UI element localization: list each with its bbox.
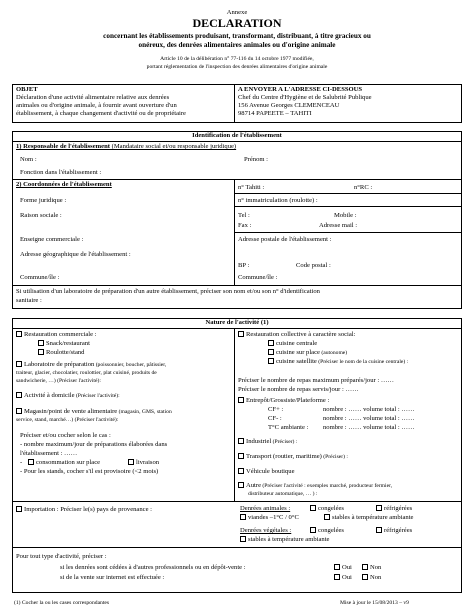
divider xyxy=(12,179,462,180)
checkbox[interactable] xyxy=(238,468,244,474)
reference-line-1: Article 10 de la délibération n° 77-116 du 14 octobre 1977 modifiée, xyxy=(160,56,314,62)
divider xyxy=(12,328,462,329)
raison-sociale-field[interactable]: Raison sociale : xyxy=(20,212,62,219)
cf-plus-label: CF+ : xyxy=(268,406,284,413)
cf-plus-values: nombre : …… volume total : …… xyxy=(323,406,415,413)
laboratory-question: Si utilisation d'un laboratoire de préparation d'un autre établissement, préciser son nom et/ou son n° d'identification xyxy=(16,288,320,295)
checkbox[interactable] xyxy=(38,340,44,346)
restauration-collective-option[interactable]: Restauration collective à caractère social: xyxy=(238,331,355,339)
footer-version: Mise à jour le 15/08/2013 – v9 xyxy=(340,600,409,606)
checkbox[interactable] xyxy=(128,459,134,465)
commune-left-field[interactable]: Commune/île : xyxy=(20,274,60,281)
cocher-instruction: Préciser et/ou cocher selon le cas : xyxy=(20,432,111,439)
fonction-field[interactable]: Fonction dans l'établissement : xyxy=(20,169,102,176)
magasin-option[interactable]: Magasin/point de vente alimentaire (magasin, GMS, station xyxy=(16,408,172,416)
cuisine-centrale-option[interactable]: cuisine centrale xyxy=(268,340,317,348)
divider xyxy=(234,206,462,207)
adresse-geo-field[interactable]: Adresse géographique de l'établissement : xyxy=(20,251,131,258)
entrepot-option[interactable]: Entrepôt/Grossiste/Plateforme : xyxy=(238,397,329,405)
livraison-option[interactable]: livraison xyxy=(128,459,159,467)
prenom-field[interactable]: Prénom : xyxy=(244,156,268,163)
divider xyxy=(234,232,462,233)
checkbox[interactable] xyxy=(238,453,244,459)
checkbox[interactable] xyxy=(268,340,274,346)
tel-field[interactable]: Tel : xyxy=(238,212,250,219)
checkbox[interactable] xyxy=(238,482,244,488)
divider xyxy=(12,547,462,548)
checkbox[interactable] xyxy=(362,564,368,570)
mobile-field[interactable]: Mobile : xyxy=(334,212,357,219)
checkbox[interactable] xyxy=(238,438,244,444)
stables-veg-option[interactable]: stables à température ambiante xyxy=(240,536,329,544)
activity-divider xyxy=(234,328,235,501)
checkbox[interactable] xyxy=(334,574,340,580)
address-line: Chef du Centre d'Hygiène et de Salubrité Publique xyxy=(238,94,372,101)
forme-juridique-field[interactable]: Forme juridique : xyxy=(20,197,67,204)
address-label: A ENVOYER A L'ADRESSE CI-DESSOUS xyxy=(238,86,363,93)
checkbox[interactable] xyxy=(376,505,382,511)
tahiti-number-field[interactable]: n° Tahiti : xyxy=(238,184,265,191)
magasin-detail: service, stand, marché…) (Préciser l'activité): xyxy=(16,417,119,423)
checkbox[interactable] xyxy=(362,574,368,580)
checkbox[interactable] xyxy=(240,536,246,542)
fax-field[interactable]: Fax : xyxy=(238,222,252,229)
checkbox[interactable] xyxy=(334,564,340,570)
checkbox[interactable] xyxy=(16,506,22,512)
internet-oui[interactable]: Oui xyxy=(334,574,352,582)
subtitle-line-1: concernant les établissements produisant, transformant, distribuant, à titre gracieux ou xyxy=(103,32,371,40)
congelees-option[interactable]: congelées xyxy=(310,505,344,513)
stables-option[interactable]: stables à température ambiante xyxy=(324,514,413,522)
responsible-title: 1) Responsable de l'établissement xyxy=(16,143,110,150)
rc-number-field[interactable]: n°RC : xyxy=(354,184,373,191)
industriel-option[interactable]: Industriel (Préciser) : xyxy=(238,438,297,446)
checkbox[interactable] xyxy=(238,331,244,337)
snack-option[interactable]: Snack/restaurant xyxy=(38,340,90,348)
page-title: DECLARATION xyxy=(192,16,282,30)
reference-line-2: portant réglementation de l'inspection des denrées alimentaires d'origine animale xyxy=(146,64,328,70)
checkbox[interactable] xyxy=(38,349,44,355)
cf-minus-label: CF- : xyxy=(268,415,282,422)
nombre-preparations-cont: l'établissement : …… xyxy=(20,450,78,457)
cuisine-satellite-option[interactable]: cuisine satellite (Préciser le nom de la cuisine centrale) : xyxy=(268,358,408,366)
checkbox[interactable] xyxy=(324,514,330,520)
responsible-section-title xyxy=(16,143,236,151)
vehicule-option[interactable]: Véhicule boutique xyxy=(238,468,295,476)
annex-label: Annexe xyxy=(226,9,248,16)
internet-non[interactable]: Non xyxy=(362,574,381,582)
consommation-label: - xyxy=(20,459,23,466)
adresse-postale-field[interactable]: Adresse postale de l'établissement : xyxy=(238,236,332,243)
cf-minus-values: nombre : …… volume total : …… xyxy=(323,415,415,422)
laboratory-question-cont: sanitaire : xyxy=(16,297,42,304)
autre-option[interactable]: Autre (Préciser l'activité : exemples marché, producteur fermier, xyxy=(238,482,392,490)
activity-heading: Nature de l'activité (1) xyxy=(205,319,269,326)
email-field[interactable]: Adresse mail : xyxy=(319,222,358,229)
identification-heading: Identification de l'établissement xyxy=(192,132,282,139)
checkbox[interactable] xyxy=(238,397,244,403)
divider xyxy=(234,193,462,194)
temp-ambiante-values: nombre : …… volume total : …… xyxy=(323,424,415,431)
footer-note: (1) Cocher la ou les cases correspondantes xyxy=(14,600,110,606)
cuisine-sur-place-option[interactable]: cuisine sur place (autonome) xyxy=(268,349,347,357)
transport-option[interactable]: Transport (routier, maritime) (Préciser) : xyxy=(238,453,348,461)
question-internet: si de la vente sur internet est effectuée : xyxy=(60,574,165,581)
commune-right-field[interactable]: Commune/île : xyxy=(238,274,278,281)
checkbox[interactable] xyxy=(268,358,274,364)
domicile-option[interactable]: Activité à domicile (Préciser l'activité): xyxy=(16,392,120,400)
checkbox[interactable] xyxy=(240,514,246,520)
laboratoire-detail: traiteur, glacier, chocolatier, roulottier, plat cuisiné, produits de xyxy=(16,370,157,376)
refrigerees-veg-option[interactable]: réfrigérées xyxy=(376,527,412,535)
denrees-vegetales-label: Denrées végétales : xyxy=(240,527,292,534)
checkbox[interactable] xyxy=(376,527,382,533)
divider xyxy=(12,285,462,286)
checkbox[interactable] xyxy=(268,349,274,355)
repas-servis: Préciser le nombre de repas servis/jour : …… xyxy=(238,386,359,393)
nom-field[interactable]: Nom : xyxy=(20,156,37,163)
consommation-option[interactable]: consommation sur place xyxy=(28,459,100,467)
depot-vente-oui[interactable]: Oui xyxy=(334,564,352,572)
objet-line: Déclaration d'une activité alimentaire relative aux denrées xyxy=(16,94,170,101)
objet-label: OBJET xyxy=(16,86,38,93)
refrigerees-option[interactable]: réfrigérées xyxy=(376,505,412,513)
checkbox[interactable] xyxy=(310,527,316,533)
divider xyxy=(12,141,462,142)
coordinates-title: 2) Coordonnées de l'établissement xyxy=(16,181,112,188)
checkbox[interactable] xyxy=(16,331,22,337)
identification-box xyxy=(12,131,462,309)
objet-line: animales ou d'origine animale, à fournir avant ouverture d'un xyxy=(16,102,177,109)
address-line: 98714 PAPEETE – TAHITI xyxy=(238,110,312,117)
depot-vente-non[interactable]: Non xyxy=(362,564,381,572)
divider xyxy=(12,501,462,502)
congelees-veg-option[interactable]: congelées xyxy=(310,527,344,535)
objet-divider xyxy=(234,84,235,123)
denrees-animales-label: Denrées animales : xyxy=(240,505,291,512)
temp-ambiante-label: T°C ambiante : xyxy=(268,424,309,431)
bp-field[interactable]: BP : xyxy=(238,262,250,269)
nombre-preparations: - nombre maximum/jour de préparations élaborées dans xyxy=(20,441,168,448)
objet-line: établissement, à chaque changement d'activité ou de propriétaire xyxy=(16,110,186,117)
responsible-note: (Mandataire social et/ou responsable juridique) xyxy=(109,143,237,150)
immatriculation-field[interactable]: n° immatriculation (roulotte) : xyxy=(238,197,318,204)
code-postal-field[interactable]: Code postal : xyxy=(296,262,331,269)
enseigne-field[interactable]: Enseigne commerciale : xyxy=(20,236,84,243)
restauration-commerciale-option[interactable]: Restauration commerciale : xyxy=(16,331,97,339)
stands-note: - Pour les stands, cocher s'il est provisoire (<2 mois) xyxy=(20,468,159,475)
roulotte-option[interactable]: Roulotte/stand xyxy=(38,349,84,357)
repas-prepares: Préciser le nombre de repas maximum préparés/jour : …… xyxy=(238,377,395,384)
question-depot-vente: si les denrées sont cédées à d'autres professionnels ou en dépôt-vente : xyxy=(60,564,246,571)
subtitle-line-2: onéreux, des denrées alimentaires animales ou d'origine animale xyxy=(138,41,336,49)
laboratoire-option[interactable]: Laboratoire de préparation (poissonnier, boucher, pâtissier, xyxy=(16,361,166,369)
viandes-option[interactable]: viandes –1°C / 0°C xyxy=(240,514,299,522)
precision-heading: Pour tout type d'activité, préciser : xyxy=(16,553,107,560)
importation-option[interactable]: Importation : Préciser le(s) pays de provenance : xyxy=(16,506,152,514)
autre-note: distributeur automatique, … ) : xyxy=(248,491,318,497)
laboratoire-detail: sandwicherie, …) (Préciser l'activité): xyxy=(16,378,101,384)
checkbox[interactable] xyxy=(16,408,22,414)
address-line: 156 Avenue Georges CLEMENCEAU xyxy=(238,102,340,109)
checkbox[interactable] xyxy=(16,392,22,398)
checkbox[interactable] xyxy=(16,361,22,367)
checkbox[interactable] xyxy=(310,505,316,511)
checkbox[interactable] xyxy=(28,459,34,465)
